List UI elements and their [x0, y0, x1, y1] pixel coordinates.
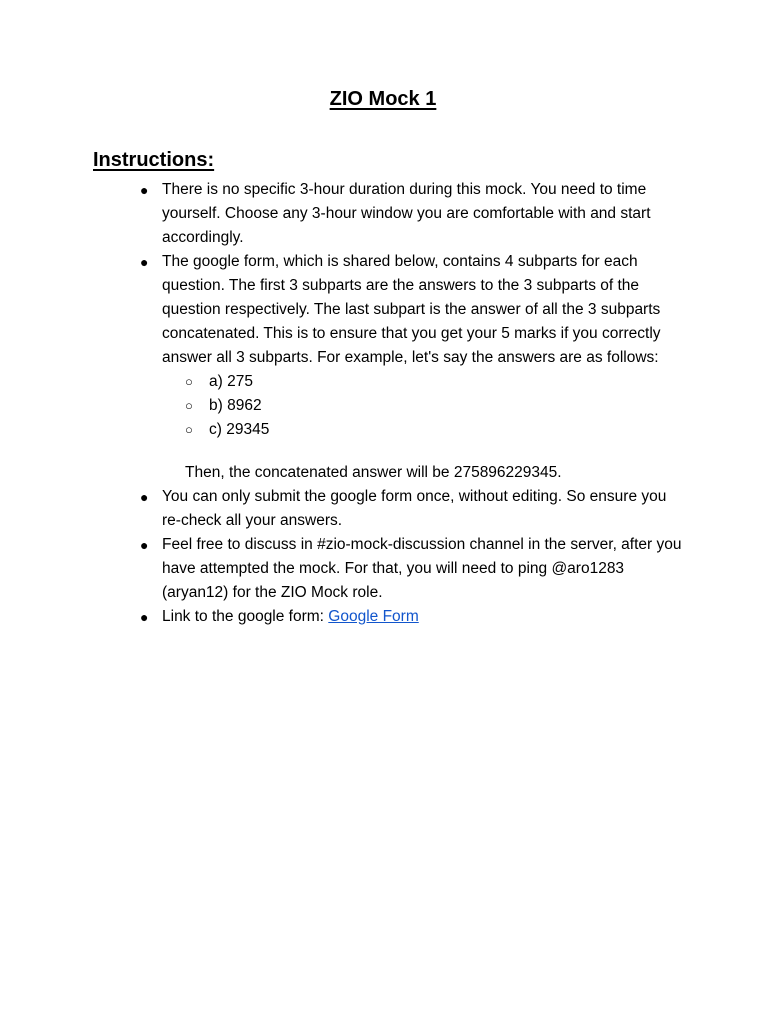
list-item-text: Feel free to discuss in #zio-mock-discussion channel in the server, after you have attempted the mock. For that, you will need to ping @aro1283 (aryan12) for the ZIO Mock role.: [162, 536, 682, 601]
hollow-bullet-icon: ○: [185, 374, 193, 389]
sub-list-item: [137, 370, 682, 394]
bullet-icon: ●: [140, 489, 149, 505]
document-title: ZIO Mock 1: [329, 88, 437, 110]
example-answer: a) 275: [209, 373, 253, 390]
list-item: [137, 250, 682, 370]
hollow-bullet-icon: ○: [185, 398, 193, 413]
list-item-text: You can only submit the google form once, without editing. So ensure you re-check all your answers.: [162, 488, 667, 529]
bullet-icon: ●: [140, 609, 149, 625]
hollow-bullet-icon: ○: [185, 422, 193, 437]
list-item-text: The google form, which is shared below, contains 4 subparts for each question. The first 3 subparts are the answers to the 3 subparts of the question respectively. The last subpart is the answer of all the 3 subparts concatenated. This is to ensure that you get your 5 marks if you correctly answer all 3 subparts. For example, let's say the answers are as follows:: [162, 253, 661, 366]
example-answer: c) 29345: [209, 421, 270, 438]
google-form-link[interactable]: Google Form: [328, 608, 419, 625]
concatenated-note: Then, the concatenated answer will be 275896229345.: [185, 464, 562, 481]
instructions-heading: Instructions:: [93, 149, 215, 171]
list-item: [137, 605, 682, 629]
bullet-icon: ●: [140, 537, 149, 553]
example-answer: b) 8962: [209, 397, 262, 414]
sub-list-item: [137, 418, 682, 442]
list-item: [137, 533, 682, 605]
list-item-text: Link to the google form:: [162, 608, 329, 625]
sub-list-item: [137, 394, 682, 418]
list-item: [137, 178, 682, 250]
bullet-icon: ●: [140, 254, 149, 270]
list-item-text: There is no specific 3-hour duration during this mock. You need to time yourself. Choose any 3-hour window you are comfortable with and start accordingly.: [162, 181, 651, 246]
instructions-list: [137, 178, 682, 629]
bullet-icon: ●: [140, 182, 149, 198]
list-item: [137, 485, 682, 533]
